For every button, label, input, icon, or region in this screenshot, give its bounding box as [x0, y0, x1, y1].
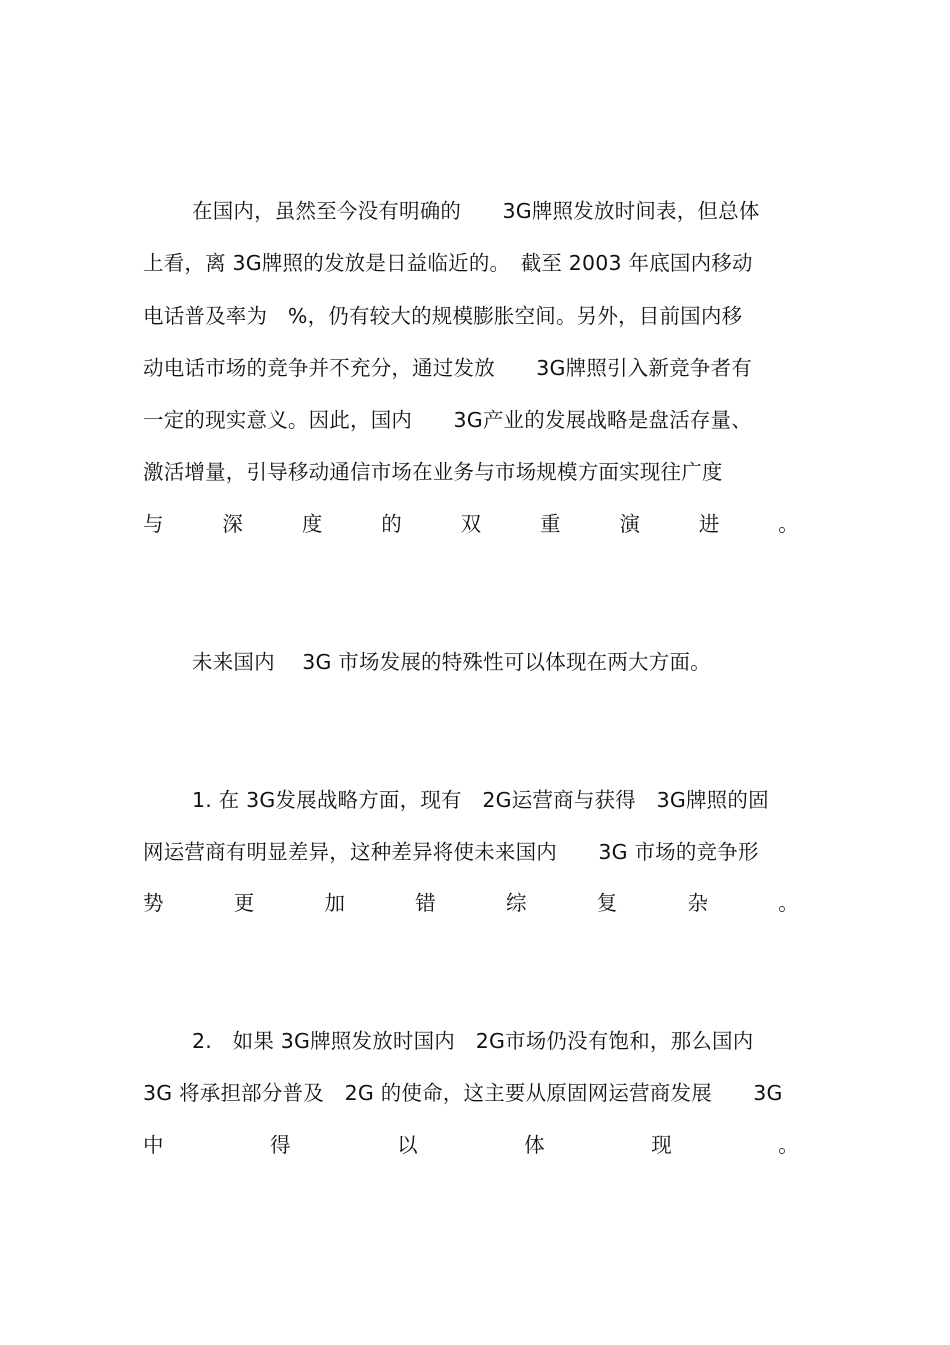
- paragraph-3-line-1: 1. 在 3G发展战略方面，现有 2G运营商与获得 3G牌照的固: [192, 788, 769, 812]
- char: 杂: [687, 891, 709, 915]
- paragraph-1-line-6: 激活增量，引导移动通信市场在业务与市场规模方面实现往广度: [143, 460, 723, 484]
- paragraph-4-line-3: [143, 1127, 799, 1163]
- char: 演: [619, 512, 641, 536]
- char: 。: [778, 891, 799, 915]
- char: 得: [270, 1133, 291, 1157]
- char: 。: [778, 1133, 799, 1157]
- char: 势: [143, 891, 164, 915]
- char: 度: [301, 512, 323, 536]
- char: 体: [524, 1133, 545, 1157]
- paragraph-1-line-3: 电话普及率为 %，仍有较大的规模膨胀空间。另外，目前国内移: [143, 304, 743, 328]
- char: 更: [233, 891, 255, 915]
- char: 现: [651, 1133, 672, 1157]
- char: 的: [381, 512, 402, 536]
- paragraph-3-line-2: 网运营商有明显差异，这种差异将使未来国内 3G 市场的竞争形: [143, 840, 759, 864]
- char: 双: [460, 512, 482, 536]
- char: 重: [540, 512, 561, 536]
- char: 加: [324, 891, 346, 915]
- char: 中: [143, 1133, 164, 1157]
- paragraph-1-line-7: [143, 506, 799, 542]
- paragraph-1-line-2: 上看，离 3G牌照的发放是日益临近的。 截至 2003 年底国内移动: [143, 251, 753, 275]
- paragraph-4-line-1: 2. 如果 3G牌照发放时国内 2G市场仍没有饱和，那么国内: [192, 1029, 754, 1053]
- char: 错: [415, 891, 436, 915]
- char: 。: [778, 512, 799, 536]
- paragraph-1-line-4: 动电话市场的竞争并不充分，通过发放 3G牌照引入新竞争者有: [143, 356, 752, 380]
- paragraph-1-line-1: 在国内，虽然至今没有明确的 3G牌照发放时间表，但总体: [192, 199, 760, 223]
- char: 复: [596, 891, 618, 915]
- paragraph-3-line-3: [143, 885, 799, 921]
- paragraph-2-line-1: 未来国内 3G 市场发展的特殊性可以体现在两大方面。: [192, 650, 711, 674]
- char: 与: [143, 512, 164, 536]
- paragraph-1-line-5: 一定的现实意义。因此，国内 3G产业的发展战略是盘活存量、: [143, 408, 752, 432]
- char: 综: [506, 891, 527, 915]
- char: 进: [698, 512, 720, 536]
- paragraph-4-line-2: 3G 将承担部分普及 2G 的使命，这主要从原固网运营商发展 3G: [143, 1081, 783, 1105]
- char: 以: [397, 1133, 418, 1157]
- char: 深: [222, 512, 244, 536]
